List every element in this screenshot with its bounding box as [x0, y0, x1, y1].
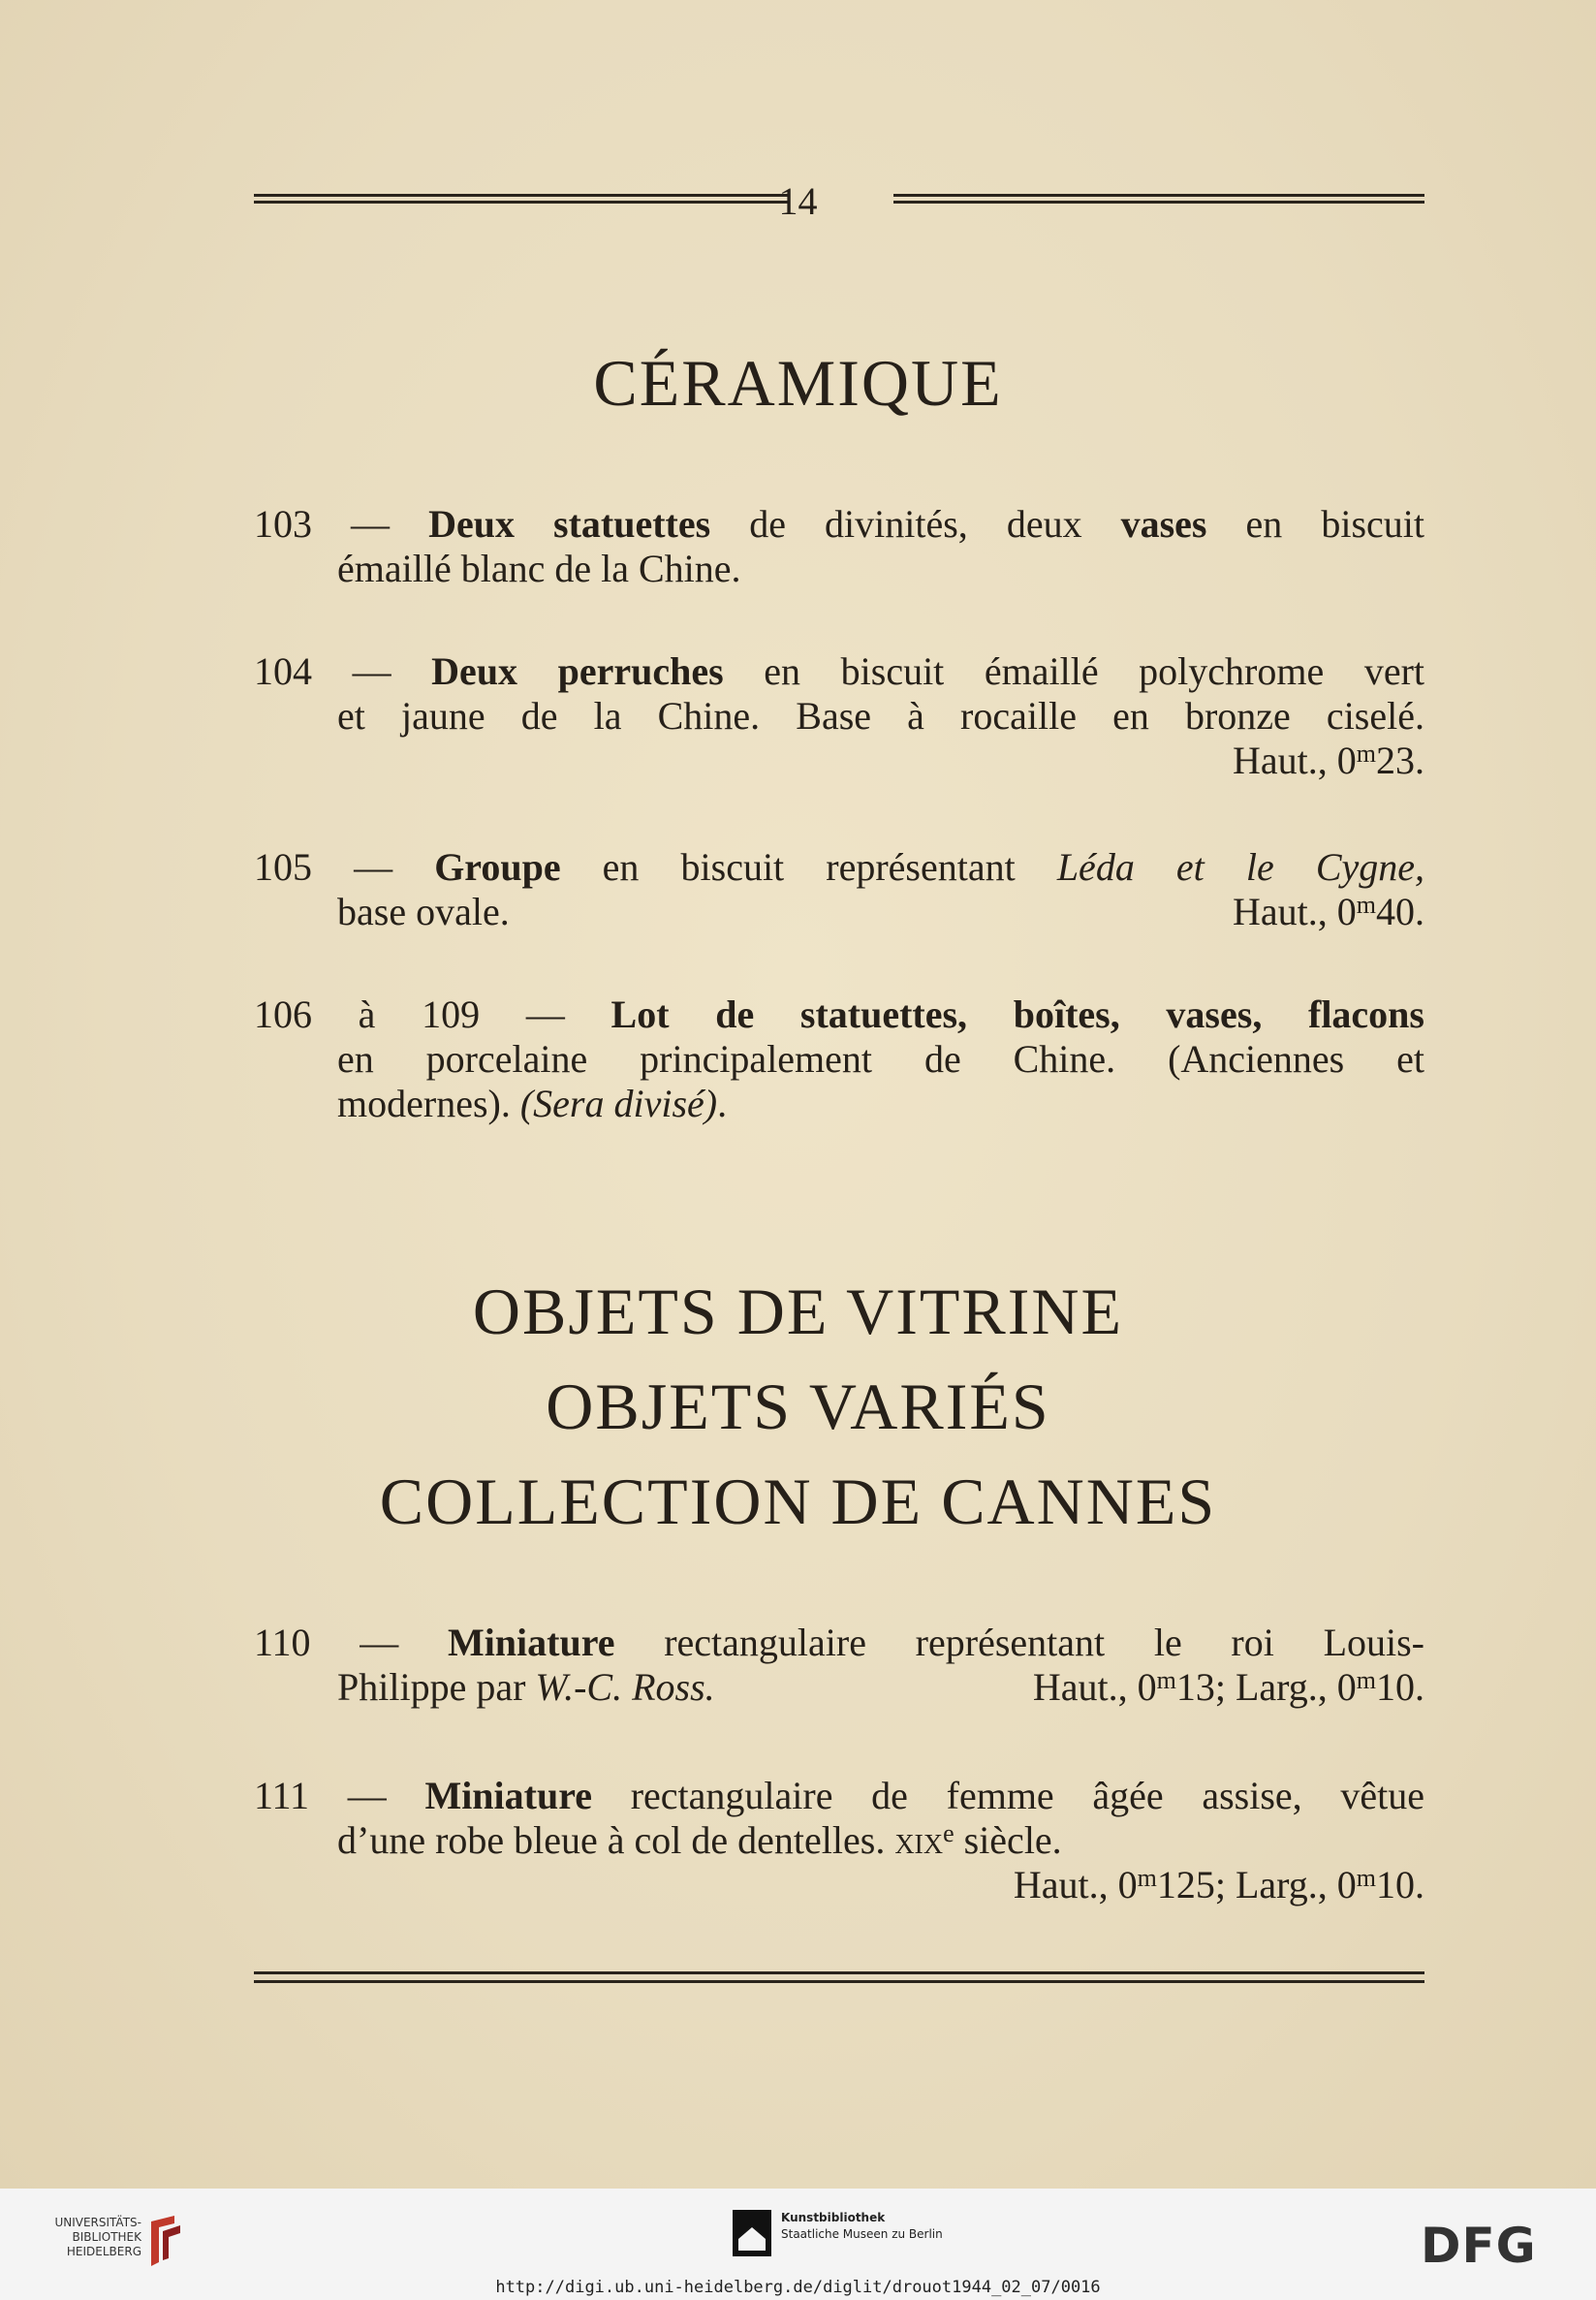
dfg-logo: DFG — [1421, 2218, 1537, 2274]
century: xix — [894, 1818, 944, 1862]
entry-line — [254, 845, 1424, 890]
dim-value: 10. — [1376, 1665, 1424, 1709]
permalink[interactable]: http://digi.ub.uni-heidelberg.de/diglit/drouot1944_02_07/0016 — [495, 2278, 1101, 2297]
kunstbibliothek-logo-icon — [733, 2210, 771, 2256]
dash: — — [312, 502, 429, 546]
entry-note: (Sera divisé) — [519, 1082, 718, 1125]
lot-entry-103 — [254, 502, 1424, 591]
dimensions — [1233, 890, 1424, 934]
entry-line — [254, 1082, 1424, 1126]
entry-line — [254, 890, 1424, 934]
lot-number: 103 — [254, 502, 312, 546]
entry-text: rectangulaire représentant le roi Louis- — [614, 1621, 1424, 1664]
page-number: 14 — [778, 179, 818, 223]
lot-number: 110 — [254, 1621, 311, 1664]
dim-value: 23. — [1376, 739, 1424, 782]
section-title-ceramique: CÉRAMIQUE — [593, 346, 1003, 420]
lot-entry-104 — [254, 649, 1424, 783]
section-title-varies: OBJETS VARIÉS — [546, 1370, 1050, 1443]
dimensions — [254, 739, 1424, 783]
dimensions — [254, 1863, 1424, 1907]
kb-title: Kunstbibliothek — [781, 2211, 886, 2224]
entry-line — [254, 1818, 1424, 1863]
entry-line: émaillé blanc de la Chine. — [337, 547, 741, 590]
lot-title: Deux statuettes — [428, 502, 711, 546]
footer-rule — [254, 1971, 1424, 1983]
century-suffix: e — [943, 1819, 954, 1847]
heidelberg-logo-icon — [145, 2214, 188, 2270]
dash: — — [309, 1774, 425, 1817]
dim-unit: m — [1156, 1666, 1176, 1694]
entry-text: d’une robe bleue à col de dentelles. — [337, 1818, 895, 1862]
entry-text: modernes). — [337, 1082, 520, 1125]
entry-line — [254, 649, 1424, 694]
entry-text: Philippe par — [337, 1665, 536, 1709]
entry-line — [254, 1621, 1424, 1665]
lot-title: Deux perruches — [431, 649, 724, 693]
lot-title-2: vases — [1120, 502, 1207, 546]
lot-number: 106 à 109 — [254, 992, 481, 1036]
dim-text: Haut., 0 — [1233, 890, 1357, 933]
kunstbibliothek-label — [781, 2210, 1072, 2243]
artist-name: W.-C. Ross. — [535, 1665, 715, 1709]
entry-text: en biscuit représentant — [560, 845, 1057, 889]
entry-line — [254, 1774, 1424, 1818]
section-title-cannes: COLLECTION DE CANNES — [379, 1465, 1217, 1538]
dash: — — [312, 649, 432, 693]
dim-unit: m — [1356, 740, 1376, 768]
dim-text: Haut., 0 — [1013, 1863, 1138, 1906]
dim-value: 40. — [1376, 890, 1424, 933]
dash: — — [312, 845, 435, 889]
dash: — — [480, 992, 611, 1036]
logo-line: BIBLIOTHEK — [72, 2230, 141, 2244]
dim-text: Haut., 0 — [1233, 739, 1357, 782]
lot-title: Lot de statuettes, boîtes, vases, flacons — [610, 992, 1424, 1036]
entry-text: rectangulaire de femme âgée assise, vêtue — [592, 1774, 1424, 1817]
lot-entry-106-109 — [254, 992, 1424, 1126]
entry-line: en porcelaine principalement de Chine. (Anciennes et — [337, 1037, 1424, 1081]
dim-unit: m — [1356, 1666, 1376, 1694]
lot-entry-111 — [254, 1774, 1424, 1907]
entry-text: en biscuit émaillé polychrome vert — [723, 649, 1424, 693]
artwork-title: Léda et le Cygne, — [1056, 845, 1425, 889]
entry-text-group — [337, 1665, 715, 1710]
heidelberg-library-logo-text — [19, 2216, 141, 2259]
lot-number: 104 — [254, 649, 312, 693]
entry-text: de divinités, deux — [710, 502, 1121, 546]
lot-title: Miniature — [424, 1774, 593, 1817]
lot-title: Groupe — [434, 845, 561, 889]
dim-unit: m — [1356, 891, 1376, 919]
dimensions — [1033, 1665, 1424, 1710]
section-title-vitrine: OBJETS DE VITRINE — [472, 1275, 1124, 1348]
entry-line — [254, 1665, 1424, 1710]
lot-number: 111 — [254, 1774, 310, 1817]
entry-text: en biscuit — [1206, 502, 1424, 546]
entry-text: siècle. — [954, 1818, 1062, 1862]
entry-text: base ovale. — [337, 890, 510, 933]
entry-text: . — [717, 1082, 728, 1125]
entry-line — [254, 502, 1424, 547]
lot-title: Miniature — [447, 1621, 615, 1664]
dim-unit: m — [1137, 1864, 1157, 1892]
dim-text: 13; Larg., 0 — [1175, 1665, 1357, 1709]
lot-entry-110 — [254, 1621, 1424, 1710]
lot-number: 105 — [254, 845, 312, 889]
dash: — — [310, 1621, 448, 1664]
lot-entry-105 — [254, 845, 1424, 934]
entry-line: et jaune de la Chine. Base à rocaille en bronze ciselé. — [337, 694, 1424, 738]
logo-line: HEIDELBERG — [66, 2245, 141, 2258]
logo-line: UNIVERSITÄTS- — [54, 2216, 141, 2229]
kb-subtitle: Staatliche Museen zu Berlin — [781, 2227, 943, 2241]
entry-line — [254, 992, 1424, 1037]
dim-text: Haut., 0 — [1032, 1665, 1157, 1709]
dim-unit: m — [1356, 1864, 1376, 1892]
dim-text: 125; Larg., 0 — [1156, 1863, 1357, 1906]
dim-value: 10. — [1376, 1863, 1424, 1906]
